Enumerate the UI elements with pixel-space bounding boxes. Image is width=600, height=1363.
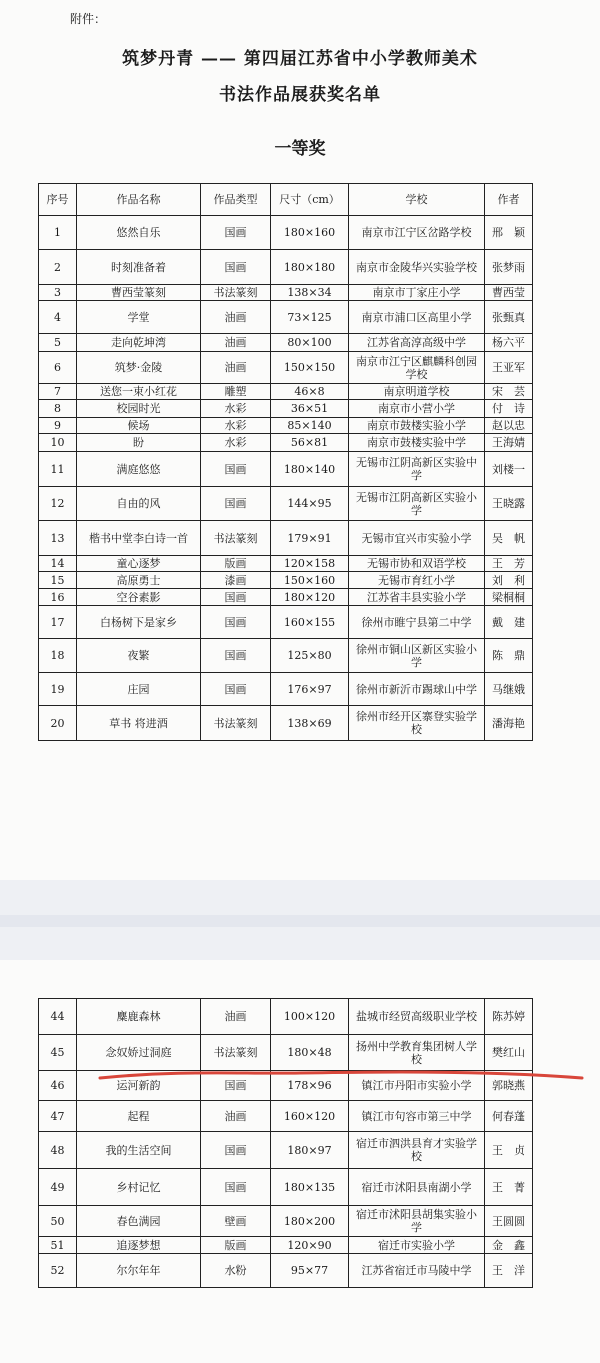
work-size-cell: 176×97: [271, 673, 349, 706]
row-number-cell: 50: [39, 1206, 77, 1237]
work-name-cell: 尔尔年年: [77, 1254, 201, 1288]
school-name-cell: 南京市浦口区高里小学: [349, 301, 485, 334]
work-type-cell: 国画: [201, 639, 271, 673]
work-name-cell: 高原勇士: [77, 572, 201, 589]
table-row: [39, 556, 533, 572]
table-row: [39, 384, 533, 400]
row-number-cell: 9: [39, 418, 77, 434]
work-type-cell: 水彩: [201, 434, 271, 452]
school-name-cell: 南京市江宁区岔路学校: [349, 216, 485, 250]
work-type-cell: 油画: [201, 334, 271, 352]
row-number-cell: 16: [39, 589, 77, 606]
author-name-cell: 曹西莹: [485, 285, 533, 301]
work-name-cell: 空谷素影: [77, 589, 201, 606]
work-name-cell: 盼: [77, 434, 201, 452]
work-size-cell: 150×150: [271, 352, 349, 384]
author-name-cell: 王 芳: [485, 556, 533, 572]
row-number-cell: 17: [39, 606, 77, 639]
school-name-cell: 南京市江宁区麒麟科创园学校: [349, 352, 485, 384]
work-type-cell: 国画: [201, 673, 271, 706]
table-row: [39, 572, 533, 589]
work-name-cell: 学堂: [77, 301, 201, 334]
work-type-cell: 国画: [201, 216, 271, 250]
row-number-cell: 6: [39, 352, 77, 384]
table-row: [39, 434, 533, 452]
school-name-cell: 宿迁市沭阳县胡集实验小学: [349, 1206, 485, 1237]
work-type-cell: 雕塑: [201, 384, 271, 400]
work-size-cell: 100×120: [271, 999, 349, 1035]
work-size-cell: 180×140: [271, 452, 349, 487]
work-size-cell: 180×180: [271, 250, 349, 285]
row-number-cell: 4: [39, 301, 77, 334]
school-name-cell: 宿迁市沭阳县南湖小学: [349, 1169, 485, 1206]
row-number-cell: 11: [39, 452, 77, 487]
red-underline-annotation: [0, 960, 600, 1363]
work-name-cell: 送您一束小红花: [77, 384, 201, 400]
work-size-cell: 179×91: [271, 521, 349, 556]
table-row: [39, 452, 533, 487]
author-name-cell: 宋 芸: [485, 384, 533, 400]
work-name-cell: 运河新韵: [77, 1071, 201, 1101]
work-size-cell: 180×200: [271, 1206, 349, 1237]
school-name-cell: 南京市丁家庄小学: [349, 285, 485, 301]
school-name-cell: 南京市金陵华兴实验学校: [349, 250, 485, 285]
row-number-cell: 49: [39, 1169, 77, 1206]
work-type-cell: 水粉: [201, 1254, 271, 1288]
header-size: 尺寸（cm）: [271, 184, 349, 216]
author-name-cell: 王 洋: [485, 1254, 533, 1288]
work-type-cell: 油画: [201, 999, 271, 1035]
row-number-cell: 46: [39, 1071, 77, 1101]
work-name-cell: 楷书中堂李白诗一首: [77, 521, 201, 556]
document-title-line-1: 筑梦丹青 —— 第四届江苏省中小学教师美术: [122, 49, 478, 69]
author-name-cell: 付 诗: [485, 400, 533, 418]
work-size-cell: 120×158: [271, 556, 349, 572]
row-number-cell: 18: [39, 639, 77, 673]
work-size-cell: 160×155: [271, 606, 349, 639]
work-size-cell: 36×51: [271, 400, 349, 418]
table-row: [39, 639, 533, 673]
work-size-cell: 46×8: [271, 384, 349, 400]
table-row: [39, 418, 533, 434]
work-name-cell: 念奴娇过洞庭: [77, 1035, 201, 1071]
work-type-cell: 版画: [201, 1237, 271, 1254]
work-type-cell: 油画: [201, 301, 271, 334]
row-number-cell: 15: [39, 572, 77, 589]
author-name-cell: 王亚军: [485, 352, 533, 384]
work-type-cell: 国画: [201, 1169, 271, 1206]
author-name-cell: 王晓露: [485, 487, 533, 521]
author-name-cell: 何春蓬: [485, 1101, 533, 1132]
work-type-cell: 漆画: [201, 572, 271, 589]
work-size-cell: 160×120: [271, 1101, 349, 1132]
work-name-cell: 自由的风: [77, 487, 201, 521]
author-name-cell: 戴 建: [485, 606, 533, 639]
work-type-cell: 水彩: [201, 400, 271, 418]
work-type-cell: 书法篆刻: [201, 521, 271, 556]
school-name-cell: 南京明道学校: [349, 384, 485, 400]
row-number-cell: 52: [39, 1254, 77, 1288]
prize-level-heading: 一等奖: [274, 139, 326, 159]
author-name-cell: 邢 颖: [485, 216, 533, 250]
document-page-2: [0, 960, 600, 1363]
author-name-cell: 张甄真: [485, 301, 533, 334]
work-size-cell: 80×100: [271, 334, 349, 352]
work-type-cell: 壁画: [201, 1206, 271, 1237]
table-row: [39, 400, 533, 418]
work-size-cell: 125×80: [271, 639, 349, 673]
work-name-cell: 追逐梦想: [77, 1237, 201, 1254]
row-number-cell: 19: [39, 673, 77, 706]
author-name-cell: 樊红山: [485, 1035, 533, 1071]
work-name-cell: 悠然自乐: [77, 216, 201, 250]
header-no: 序号: [39, 184, 77, 216]
author-name-cell: 王 贞: [485, 1132, 533, 1169]
row-number-cell: 45: [39, 1035, 77, 1071]
work-name-cell: 庄园: [77, 673, 201, 706]
row-number-cell: 51: [39, 1237, 77, 1254]
school-name-cell: 宿迁市实验小学: [349, 1237, 485, 1254]
work-type-cell: 书法篆刻: [201, 706, 271, 741]
work-name-cell: 曹西莹篆刻: [77, 285, 201, 301]
author-name-cell: 郭晓燕: [485, 1071, 533, 1101]
school-name-cell: 徐州市经开区寨登实验学校: [349, 706, 485, 741]
row-number-cell: 8: [39, 400, 77, 418]
table-row: [39, 706, 533, 741]
row-number-cell: 20: [39, 706, 77, 741]
header-school: 学校: [349, 184, 485, 216]
work-name-cell: 夜繁: [77, 639, 201, 673]
work-name-cell: 我的生活空间: [77, 1132, 201, 1169]
work-name-cell: 满庭悠悠: [77, 452, 201, 487]
work-size-cell: 180×48: [271, 1035, 349, 1071]
work-name-cell: 草书 将进酒: [77, 706, 201, 741]
table-row: [39, 589, 533, 606]
attachment-label: 附件：: [70, 12, 107, 26]
author-name-cell: 杨六平: [485, 334, 533, 352]
table-row: [39, 301, 533, 334]
work-name-cell: 时刻准备着: [77, 250, 201, 285]
work-name-cell: 春色满园: [77, 1206, 201, 1237]
school-name-cell: 徐州市新沂市踢球山中学: [349, 673, 485, 706]
work-size-cell: 180×160: [271, 216, 349, 250]
school-name-cell: 无锡市江阴高新区实验中学: [349, 452, 485, 487]
work-name-cell: 童心逐梦: [77, 556, 201, 572]
work-type-cell: 国画: [201, 606, 271, 639]
row-number-cell: 48: [39, 1132, 77, 1169]
work-name-cell: 麋鹿森林: [77, 999, 201, 1035]
work-type-cell: 油画: [201, 1101, 271, 1132]
table-row: [39, 606, 533, 639]
author-name-cell: 王圆圆: [485, 1206, 533, 1237]
work-size-cell: 138×69: [271, 706, 349, 741]
author-name-cell: 陈苏婷: [485, 999, 533, 1035]
table-row: [39, 673, 533, 706]
school-name-cell: 南京市鼓楼实验中学: [349, 434, 485, 452]
work-size-cell: 180×120: [271, 589, 349, 606]
row-number-cell: 44: [39, 999, 77, 1035]
table-row: [39, 487, 533, 521]
row-number-cell: 2: [39, 250, 77, 285]
row-number-cell: 13: [39, 521, 77, 556]
header-author: 作者: [485, 184, 533, 216]
school-name-cell: 无锡市宜兴市实验小学: [349, 521, 485, 556]
table-header-row: [39, 184, 533, 216]
author-name-cell: 梁桐桐: [485, 589, 533, 606]
school-name-cell: 宿迁市泗洪县育才实验学校: [349, 1132, 485, 1169]
row-number-cell: 47: [39, 1101, 77, 1132]
work-name-cell: 筑梦·金陵: [77, 352, 201, 384]
work-type-cell: 书法篆刻: [201, 1035, 271, 1071]
row-number-cell: 3: [39, 285, 77, 301]
work-size-cell: 73×125: [271, 301, 349, 334]
work-name-cell: 校园时光: [77, 400, 201, 418]
school-name-cell: 江苏省丰县实验小学: [349, 589, 485, 606]
table-row: [39, 521, 533, 556]
work-name-cell: 候场: [77, 418, 201, 434]
author-name-cell: 刘 利: [485, 572, 533, 589]
author-name-cell: 吴 帆: [485, 521, 533, 556]
document-title-line-2: 书法作品展获奖名单: [219, 85, 381, 105]
header-work-name: 作品名称: [77, 184, 201, 216]
table-row: [39, 352, 533, 384]
work-type-cell: 国画: [201, 1071, 271, 1101]
author-name-cell: 马继娥: [485, 673, 533, 706]
work-name-cell: 白杨树下是家乡: [77, 606, 201, 639]
row-number-cell: 7: [39, 384, 77, 400]
table-row: [39, 216, 533, 250]
school-name-cell: 徐州市睢宁县第二中学: [349, 606, 485, 639]
row-number-cell: 14: [39, 556, 77, 572]
school-name-cell: 盐城市经贸高级职业学校: [349, 999, 485, 1035]
work-size-cell: 120×90: [271, 1237, 349, 1254]
school-name-cell: 徐州市铜山区新区实验小学: [349, 639, 485, 673]
school-name-cell: 无锡市江阴高新区实验小学: [349, 487, 485, 521]
table-row: [39, 285, 533, 301]
school-name-cell: 江苏省宿迁市马陵中学: [349, 1254, 485, 1288]
work-type-cell: 国画: [201, 452, 271, 487]
school-name-cell: 镇江市句容市第三中学: [349, 1101, 485, 1132]
school-name-cell: 无锡市协和双语学校: [349, 556, 485, 572]
author-name-cell: 金 鑫: [485, 1237, 533, 1254]
work-name-cell: 起程: [77, 1101, 201, 1132]
row-number-cell: 10: [39, 434, 77, 452]
award-table-page-1: [38, 183, 533, 741]
work-type-cell: 油画: [201, 352, 271, 384]
row-number-cell: 5: [39, 334, 77, 352]
work-type-cell: 水彩: [201, 418, 271, 434]
work-size-cell: 138×34: [271, 285, 349, 301]
row-number-cell: 12: [39, 487, 77, 521]
page-separator-bar: [0, 915, 600, 927]
author-name-cell: 潘海艳: [485, 706, 533, 741]
author-name-cell: 王海婧: [485, 434, 533, 452]
work-type-cell: 版画: [201, 556, 271, 572]
author-name-cell: 王 菁: [485, 1169, 533, 1206]
work-size-cell: 178×96: [271, 1071, 349, 1101]
school-name-cell: 南京市鼓楼实验小学: [349, 418, 485, 434]
header-work-type: 作品类型: [201, 184, 271, 216]
row-number-cell: 1: [39, 216, 77, 250]
work-size-cell: 85×140: [271, 418, 349, 434]
school-name-cell: 无锡市育红小学: [349, 572, 485, 589]
author-name-cell: 赵以忠: [485, 418, 533, 434]
table-row: [39, 334, 533, 352]
work-type-cell: 国画: [201, 1132, 271, 1169]
work-size-cell: 56×81: [271, 434, 349, 452]
work-type-cell: 国画: [201, 589, 271, 606]
author-name-cell: 陈 鼎: [485, 639, 533, 673]
author-name-cell: 刘楼一: [485, 452, 533, 487]
work-size-cell: 144×95: [271, 487, 349, 521]
school-name-cell: 江苏省高淳高级中学: [349, 334, 485, 352]
work-type-cell: 国画: [201, 487, 271, 521]
work-type-cell: 书法篆刻: [201, 285, 271, 301]
work-name-cell: 走向乾坤湾: [77, 334, 201, 352]
work-size-cell: 150×160: [271, 572, 349, 589]
school-name-cell: 扬州中学教育集团树人学校: [349, 1035, 485, 1071]
work-size-cell: 95×77: [271, 1254, 349, 1288]
work-type-cell: 国画: [201, 250, 271, 285]
table-row: [39, 250, 533, 285]
work-size-cell: 180×97: [271, 1132, 349, 1169]
author-name-cell: 张梦雨: [485, 250, 533, 285]
school-name-cell: 镇江市丹阳市实验小学: [349, 1071, 485, 1101]
work-size-cell: 180×135: [271, 1169, 349, 1206]
school-name-cell: 南京市小营小学: [349, 400, 485, 418]
work-name-cell: 乡村记忆: [77, 1169, 201, 1206]
